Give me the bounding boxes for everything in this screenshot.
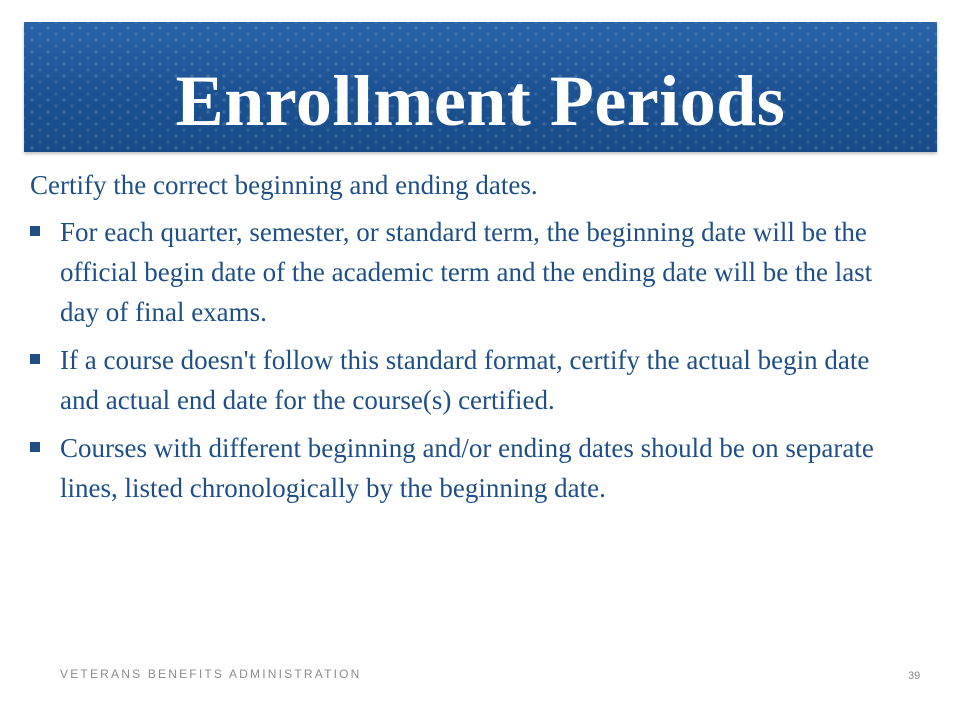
- square-bullet-icon: [30, 442, 40, 452]
- square-bullet-icon: [30, 226, 40, 236]
- title-banner: [24, 22, 937, 152]
- square-bullet-icon: [30, 354, 40, 364]
- bullet-item: [30, 428, 910, 508]
- bullet-text: Courses with different beginning and/or ending dates should be on separate lines, listed chronologically by the beginning date.: [60, 433, 874, 503]
- page-number: 39: [908, 670, 921, 682]
- intro-text: Certify the correct beginning and ending dates.: [30, 170, 538, 200]
- bullet-text: If a course doesn't follow this standard format, certify the actual begin date and actual end date for the course(s) certified.: [60, 345, 870, 415]
- slide-content: [30, 168, 910, 516]
- footer-label: VETERANS BENEFITS ADMINISTRATION: [60, 667, 362, 681]
- bullet-text: For each quarter, semester, or standard term, the beginning date will be the official begin date of the academic term and the ending date will be the last day of final exams.: [60, 217, 873, 327]
- bullet-item: [30, 212, 910, 332]
- slide-title: Enrollment Periods: [175, 61, 786, 141]
- bullet-list: [30, 212, 910, 508]
- bullet-item: [30, 340, 910, 420]
